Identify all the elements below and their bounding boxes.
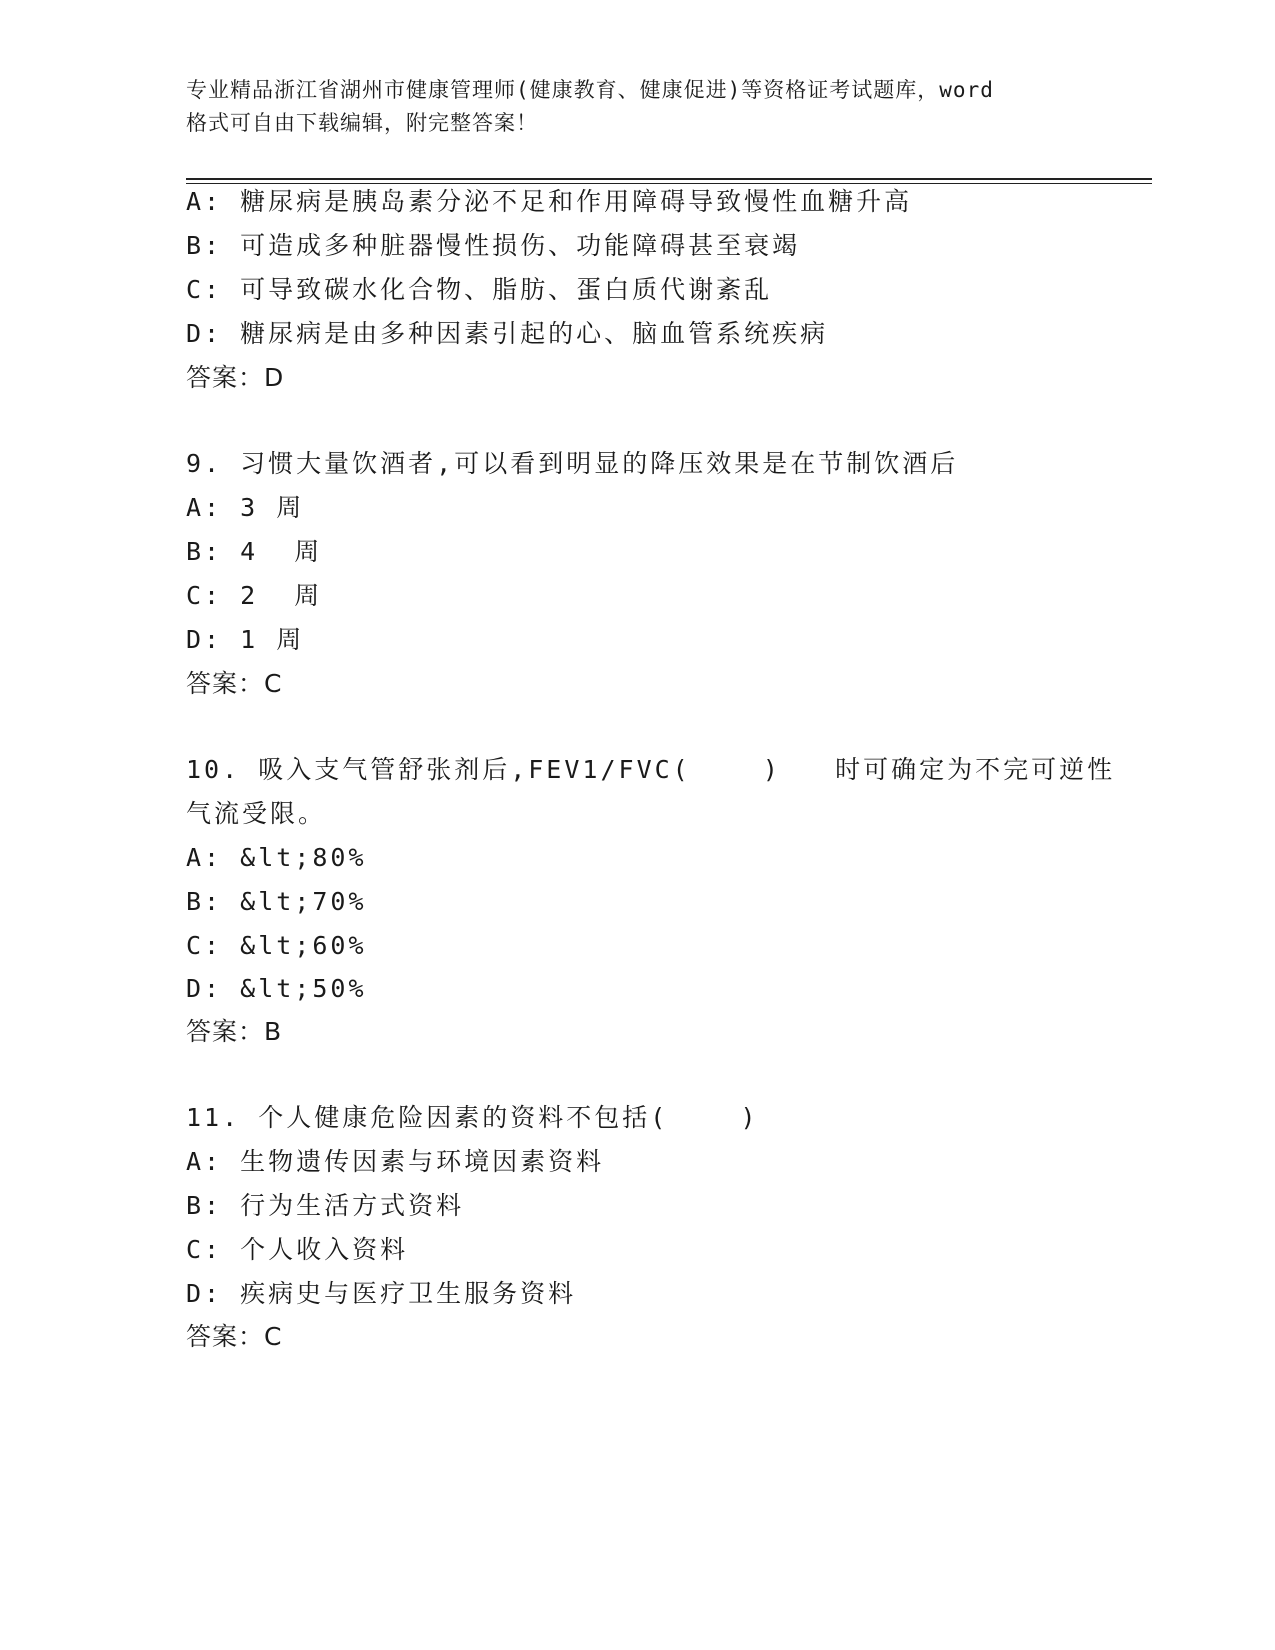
q9-question: 9. 习惯大量饮酒者,可以看到明显的降压效果是在节制饮酒后 bbox=[186, 449, 959, 478]
q10-question-line-2: 气流受限。 bbox=[186, 799, 327, 828]
q11-option-b: B: 行为生活方式资料 bbox=[186, 1191, 465, 1220]
q9-option-c: C: 2 周 bbox=[186, 581, 323, 610]
q8-option-a: A: 糖尿病是胰岛素分泌不足和作用障碍导致慢性血糖升高 bbox=[186, 187, 913, 216]
header-divider bbox=[186, 178, 1152, 184]
q11-answer: 答案：C bbox=[186, 1322, 283, 1351]
q11-option-a: A: 生物遗传因素与环境因素资料 bbox=[186, 1147, 605, 1176]
q8-option-c: C: 可导致碳水化合物、脂肪、蛋白质代谢紊乱 bbox=[186, 275, 773, 304]
header-line-2: 格式可自由下载编辑，附完整答案！ bbox=[186, 111, 538, 135]
q10-option-d: D: &lt;50% bbox=[186, 974, 367, 1003]
q8-option-d: D: 糖尿病是由多种因素引起的心、脑血管系统疾病 bbox=[186, 319, 829, 348]
document-header bbox=[186, 74, 1106, 140]
q11-option-d: D: 疾病史与医疗卫生服务资料 bbox=[186, 1279, 577, 1308]
q9-answer: 答案：C bbox=[186, 669, 283, 698]
q10-question-line-1: 10. 吸入支气管舒张剂后,FEV1/FVC( ) 时可确定为不完可逆性 bbox=[186, 755, 1116, 784]
q10-option-b: B: &lt;70% bbox=[186, 887, 367, 916]
q8-answer: 答案：D bbox=[186, 363, 285, 392]
q10-option-c: C: &lt;60% bbox=[186, 931, 367, 960]
q8-option-b: B: 可造成多种脏器慢性损伤、功能障碍甚至衰竭 bbox=[186, 231, 801, 260]
q11-question: 11. 个人健康危险因素的资料不包括( ) bbox=[186, 1103, 759, 1132]
q10-option-a: A: &lt;80% bbox=[186, 843, 367, 872]
q10-answer: 答案：B bbox=[186, 1017, 283, 1046]
q9-option-a: A: 3 周 bbox=[186, 493, 305, 522]
q11-option-c: C: 个人收入资料 bbox=[186, 1235, 409, 1264]
q9-option-b: B: 4 周 bbox=[186, 537, 323, 566]
q9-option-d: D: 1 周 bbox=[186, 625, 305, 654]
header-line-1: 专业精品浙江省湖州市健康管理师(健康教育、健康促进)等资格证考试题库，word bbox=[186, 78, 994, 102]
